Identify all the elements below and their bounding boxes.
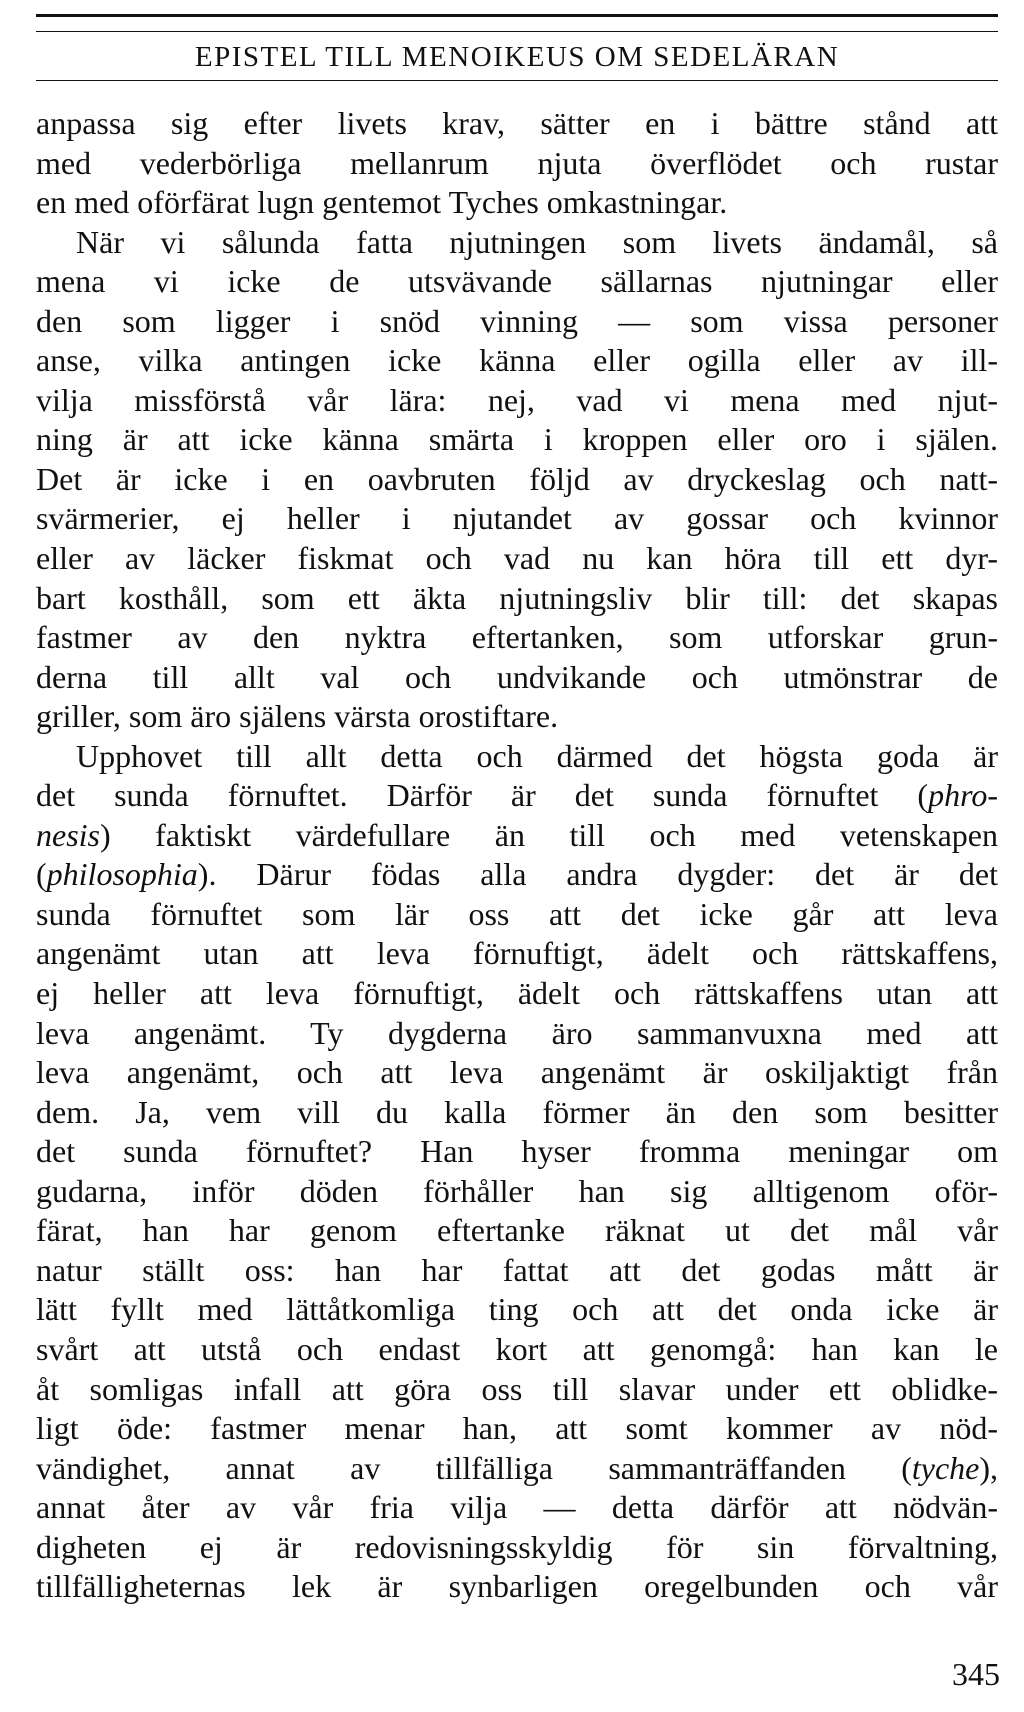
text-line [36, 855, 998, 895]
text-line: anse, vilka antingen icke känna eller ogilla eller av ill- [36, 342, 998, 379]
text-line: sunda förnuftet som lär oss att det icke går att leva [36, 895, 998, 932]
text-line: mena vi icke de utsvävande sällarnas njutningar eller [36, 263, 998, 300]
text-segment: vändighet, annat av tillfälliga sammanträffanden ( [36, 1449, 912, 1486]
text-line: leva angenämt. Ty dygderna äro sammanvuxna med att [36, 1014, 998, 1051]
text-line: annat åter av vår fria vilja — detta därför att nödvän- [36, 1489, 998, 1526]
text-line: gudarna, inför döden förhåller han sig alltigenom oför- [36, 1172, 998, 1209]
italic-term: tyche [911, 1449, 980, 1486]
text-line: griller, som äro själens värsta orostiftare. [36, 698, 559, 735]
text-line: svärmerier, ej heller i njutandet av gossar och kvinnor [36, 500, 998, 537]
text-segment: ), [979, 1449, 998, 1486]
text-line: När vi sålunda fatta njutningen som livets ändamål, så [76, 223, 998, 260]
text-line: eller av läcker fiskmat och vad nu kan höra till ett dyr- [36, 540, 998, 577]
text-segment: ). Därur födas alla andra dygder: det är det [197, 856, 998, 893]
header-rule-top [36, 14, 998, 17]
text-line: Det är icke i en oavbruten följd av dryckeslag och natt- [36, 460, 998, 497]
text-line: ning är att icke känna smärta i kroppen eller oro i själen. [36, 421, 998, 458]
text-line [36, 816, 998, 856]
text-line: lätt fyllt med lättåtkomliga ting och att det onda icke är [36, 1291, 998, 1328]
text-line: den som ligger i snöd vinning — som vissa personer [36, 302, 998, 339]
italic-term: philosophia [46, 856, 198, 893]
text-line: ligt öde: fastmer menar han, att somt kommer av nöd- [36, 1410, 998, 1447]
text-line: en med oförfärat lugn gentemot Tyches omkastningar. [36, 184, 728, 221]
text-line: ej heller att leva förnuftigt, ädelt och rättskaffens utan att [36, 975, 998, 1012]
text-line: vilja missförstå vår lära: nej, vad vi mena med njut- [36, 381, 998, 418]
body-text [36, 104, 998, 1607]
text-line: åt somligas infall att göra oss till slavar under ett oblidke- [36, 1370, 998, 1407]
text-line: fastmer av den nyktra eftertanken, som utforskar grun- [36, 619, 998, 656]
text-line: med vederbörliga mellanrum njuta överflödet och rustar [36, 144, 998, 181]
text-line: dem. Ja, vem vill du kalla förmer än den som besitter [36, 1093, 998, 1130]
header-rule-bottom [36, 80, 998, 81]
italic-term: phro- [928, 777, 998, 814]
text-line: angenämt utan att leva förnuftigt, ädelt och rättskaffens, [36, 935, 998, 972]
text-line: Upphovet till allt detta och därmed det högsta goda är [76, 737, 998, 774]
text-segment: ( [36, 856, 47, 893]
text-segment: ) faktiskt värdefullare än till och med vetenskapen [100, 816, 998, 853]
text-line: derna till allt val och undvikande och utmönstrar de [36, 658, 998, 695]
text-line: anpassa sig efter livets krav, sätter en i bättre stånd att [36, 105, 998, 141]
text-line: leva angenämt, och att leva angenämt är oskiljaktigt från [36, 1054, 998, 1091]
page-number: 345 [952, 1656, 1000, 1692]
text-segment: det sunda förnuftet. Därför är det sunda förnuftet ( [36, 777, 929, 814]
running-header: EPISTEL TILL MENOIKEUS OM SEDELÄRAN [194, 41, 840, 73]
text-line: digheten ej är redovisningsskyldig för sin förvaltning, [36, 1528, 998, 1565]
text-line: svårt att utstå och endast kort att genomgå: han kan le [36, 1330, 998, 1367]
header-rule-upper [36, 31, 998, 32]
text-line: det sunda förnuftet? Han hyser fromma meningar om [36, 1133, 998, 1170]
text-line: tillfälligheternas lek är synbarligen oregelbunden och vår [36, 1568, 998, 1605]
text-line: natur ställt oss: han har fattat att det godas mått är [36, 1251, 998, 1288]
text-line [36, 1449, 998, 1489]
text-line: bart kosthåll, som ett äkta njutningsliv blir till: det skapas [36, 579, 998, 616]
italic-term: nesis [36, 816, 100, 853]
text-line: färat, han har genom eftertanke räknat ut det mål vår [36, 1212, 998, 1249]
text-line [36, 776, 998, 816]
